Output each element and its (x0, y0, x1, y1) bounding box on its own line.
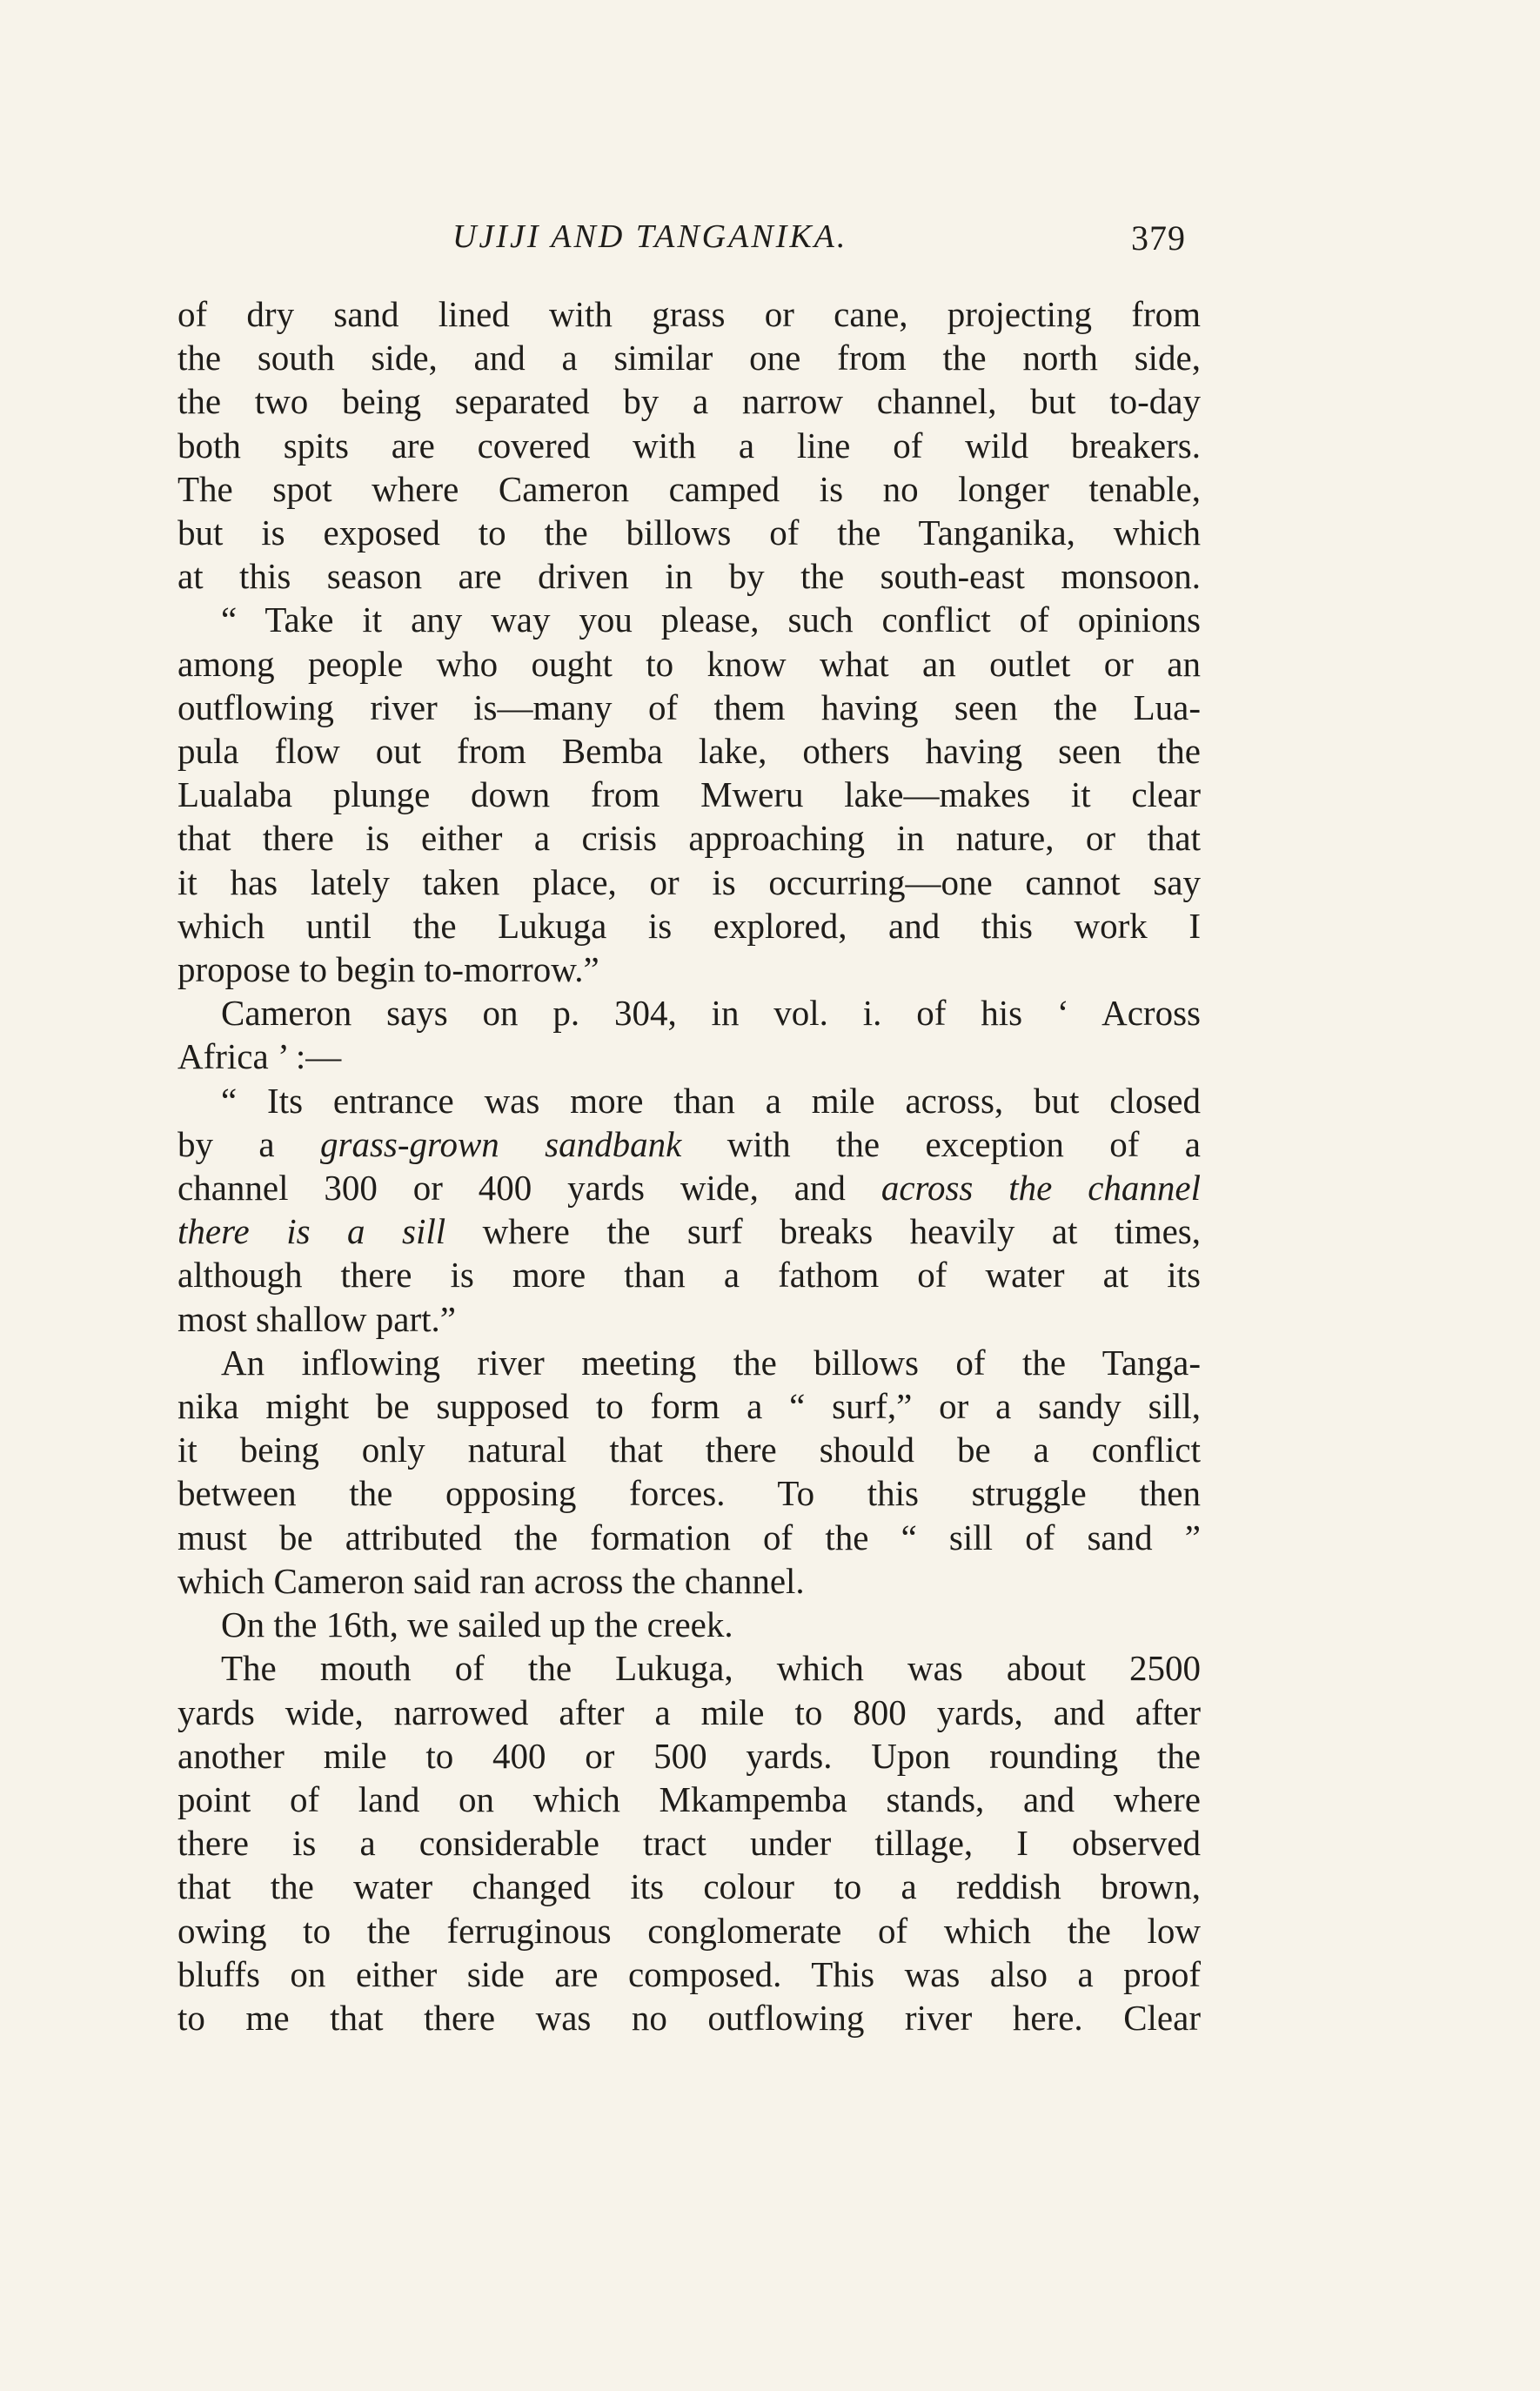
text-segment: to me that there was no outflowing river here. Clear (177, 1997, 1201, 2038)
text-segment: most shallow part.” (177, 1298, 456, 1339)
text-segment: both spits are covered with a line of wild breakers. (177, 425, 1201, 465)
text-segment: An inflowing river meeting the billows of the Tanga- (221, 1342, 1201, 1383)
text-segment: Cameron says on p. 304, in vol. i. of his ‘ Across (221, 993, 1201, 1034)
text-line (177, 1646, 1201, 1690)
text-line (177, 904, 1201, 948)
text-line (177, 1603, 1201, 1646)
text-line (177, 1821, 1201, 1865)
text-segment: nika might be supposed to form a “ surf,” or a sandy sill, (177, 1386, 1201, 1427)
text-line (177, 1952, 1201, 1996)
text-segment: among people who ought to know what an outlet or an (177, 643, 1201, 684)
text-segment: Africa ’ :— (177, 1036, 342, 1077)
text-segment: Lualaba plunge down from Mweru lake—makes it clear (177, 774, 1201, 815)
italic-phrase: grass-grown sandbank (319, 1123, 682, 1164)
text-line (177, 1341, 1201, 1384)
text-line (177, 1035, 1201, 1078)
body-text (177, 292, 1201, 2039)
text-line (177, 467, 1201, 511)
text-line (177, 861, 1201, 904)
text-segment: the two being separated by a narrow channel, but to-day (177, 381, 1201, 422)
text-line (177, 816, 1201, 860)
text-segment: between the opposing forces. To this struggle then (177, 1473, 1201, 1514)
text-segment: owing to the ferruginous conglomerate of which the low (177, 1910, 1201, 1951)
text-line (177, 1428, 1201, 1471)
text-segment: with the exception of a (681, 1123, 1201, 1164)
text-segment: which Cameron said ran across the channel. (177, 1560, 805, 1601)
text-segment: The mouth of the Lukuga, which was about 2500 (221, 1648, 1201, 1689)
text-segment: outflowing river is—many of them having seen the Lua- (177, 686, 1201, 727)
text-segment: it has lately taken place, or is occurring—one cannot say (177, 861, 1201, 902)
text-segment: bluffs on either side are composed. This was also a proof (177, 1953, 1201, 1994)
text-line (177, 1253, 1201, 1296)
text-line (177, 1297, 1201, 1341)
text-segment: there is a considerable tract under tillage, I observed (177, 1823, 1201, 1864)
text-line (177, 1384, 1201, 1428)
text-line (177, 729, 1201, 773)
text-segment: it being only natural that there should be a conflict (177, 1430, 1201, 1470)
text-segment: must be attributed the formation of the “ sill of sand ” (177, 1517, 1201, 1557)
text-line (177, 379, 1201, 423)
running-title: UJIJI AND TANGANIKA. (452, 218, 848, 255)
text-segment: the south side, and a similar one from the north side, (177, 338, 1201, 378)
text-segment: propose to begin to-morrow.” (177, 949, 599, 990)
text-line (177, 1166, 1201, 1209)
italic-phrase: there is a sill (177, 1211, 446, 1252)
text-line (177, 948, 1201, 991)
text-segment: although there is more than a fathom of water at its (177, 1255, 1201, 1296)
text-segment: channel 300 or 400 yards wide, and (177, 1168, 881, 1209)
text-line (177, 1996, 1201, 2039)
text-segment: where the surf breaks heavily at times, (445, 1211, 1202, 1252)
text-segment: On the 16th, we sailed up the creek. (221, 1604, 733, 1645)
text-line (177, 292, 1201, 336)
text-line (177, 1516, 1201, 1559)
text-segment: yards wide, narrowed after a mile to 800 yards, and after (177, 1691, 1201, 1732)
text-segment: at this season are driven in by the south-east monsoon. (177, 556, 1201, 597)
text-segment: of dry sand lined with grass or cane, projecting from (177, 294, 1201, 334)
italic-phrase: across the channel (880, 1168, 1202, 1209)
text-segment: “ Take it any way you please, such conflict of opinions (221, 599, 1201, 640)
text-line (177, 1778, 1201, 1821)
text-line (177, 1079, 1201, 1122)
text-segment: another mile to 400 or 500 yards. Upon rounding the (177, 1735, 1201, 1776)
text-segment: but is exposed to the billows of the Tanganika, which (177, 512, 1201, 553)
text-line (177, 598, 1201, 641)
text-line (177, 554, 1201, 598)
text-line (177, 991, 1201, 1035)
text-line (177, 1734, 1201, 1778)
text-line (177, 1471, 1201, 1515)
text-segment: “ Its entrance was more than a mile across, but closed (221, 1080, 1201, 1121)
text-line (177, 1865, 1201, 1908)
text-segment: The spot where Cameron camped is no longer tenable, (177, 468, 1201, 509)
text-line (177, 1909, 1201, 1952)
text-line (177, 1691, 1201, 1734)
text-segment: point of land on which Mkampemba stands, and where (177, 1778, 1201, 1819)
text-segment: which until the Lukuga is explored, and this work I (177, 905, 1201, 946)
running-head (0, 218, 1540, 270)
text-segment: that the water changed its colour to a reddish brown, (177, 1866, 1201, 1907)
text-line (177, 1122, 1201, 1166)
text-segment: that there is either a crisis approaching in nature, or that (177, 818, 1201, 859)
text-segment: pula flow out from Bemba lake, others having seen the (177, 731, 1201, 772)
text-line (177, 1209, 1201, 1253)
text-line (177, 1559, 1201, 1603)
text-line (177, 773, 1201, 816)
text-line (177, 424, 1201, 467)
text-segment: by a (177, 1123, 320, 1164)
text-line (177, 511, 1201, 554)
text-line (177, 336, 1201, 379)
text-line (177, 642, 1201, 686)
text-line (177, 686, 1201, 729)
page-number: 379 (1131, 218, 1186, 258)
